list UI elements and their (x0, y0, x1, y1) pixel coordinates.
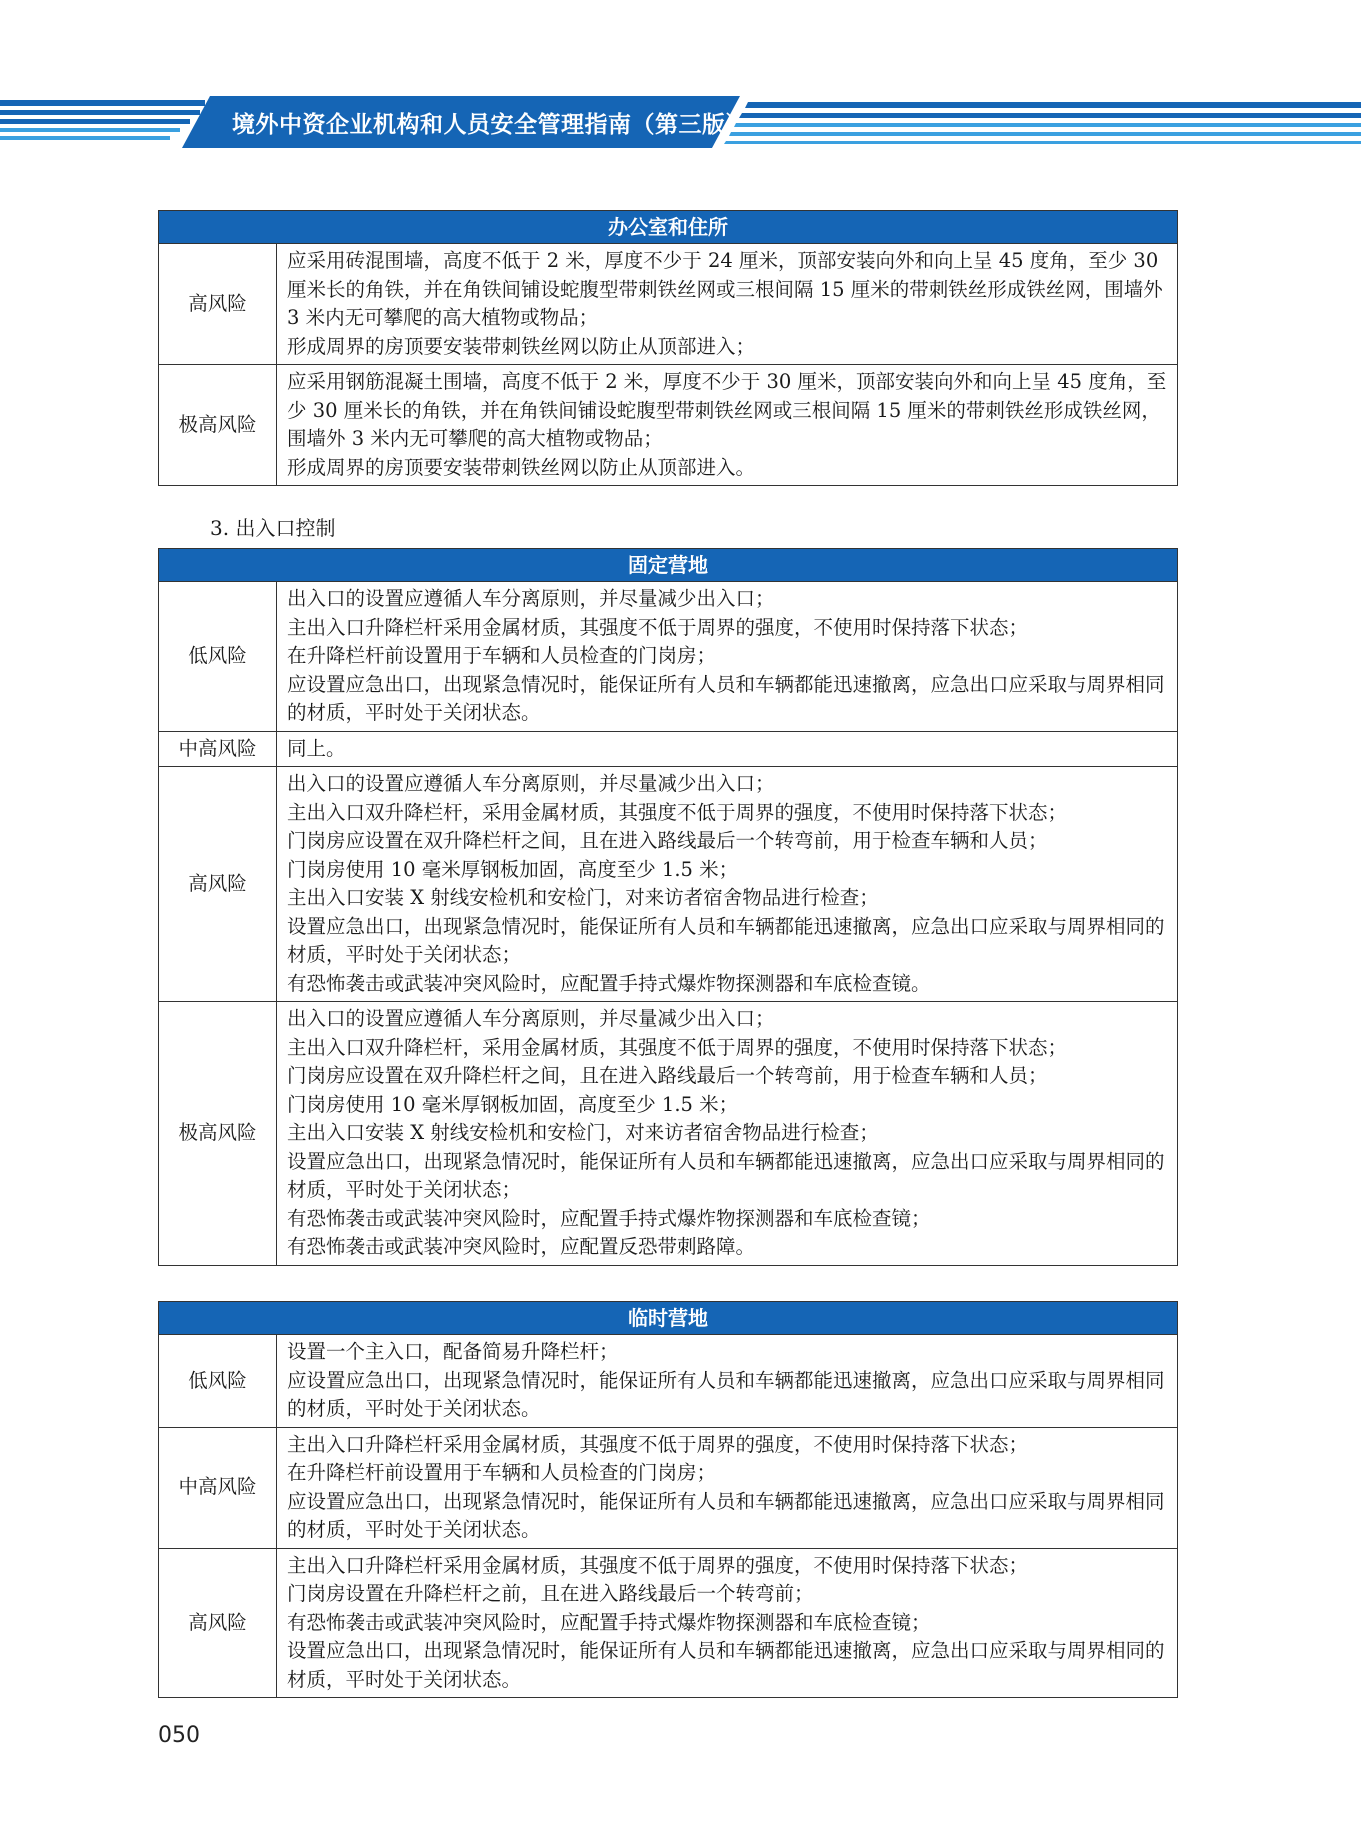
requirement-cell: 主出入口升降栏杆采用金属材质，其强度不低于周界的强度，不使用时保持落下状态； 在升降栏杆前设置用于车辆和人员检查的门岗房； 应设置应急出口，出现紧急情况时，能保证所有人员和车辆都能迅速撤离，应急出口应采取与周界相同的材质，平时处于关闭状态。 (277, 1427, 1178, 1548)
table-row (159, 767, 1178, 1002)
requirement-cell: 出入口的设置应遵循人车分离原则，并尽量减少出入口； 主出入口升降栏杆采用金属材质，其强度不低于周界的强度，不使用时保持落下状态； 在升降栏杆前设置用于车辆和人员检查的门岗房； 应设置应急出口，出现紧急情况时，能保证所有人员和车辆都能迅速撤离，应急出口应采取与周界相同的材质，平时处于关闭状态。 (277, 582, 1178, 732)
section-heading: 3. 出入口控制 (210, 516, 336, 540)
requirement-cell: 出入口的设置应遵循人车分离原则，并尽量减少出入口； 主出入口双升降栏杆，采用金属材质，其强度不低于周界的强度，不使用时保持落下状态； 门岗房应设置在双升降栏杆之间，且在进入路线最后一个转弯前，用于检查车辆和人员； 门岗房使用 10 毫米厚钢板加固，高度至少 1.5 米； 主出入口安装 X 射线安检机和安检门，对来访者宿舍物品进行检查； 设置应急出口，出现紧急情况时，能保证所有人员和车辆都能迅速撤离，应急出口应采取与周界相同的材质，平时处于关闭状态； 有恐怖袭击或武装冲突风险时，应配置手持式爆炸物探测器和车底检查镜； 有恐怖袭击或武装冲突风险时，应配置反恐带刺路障。 (277, 1002, 1178, 1266)
risk-level-cell: 极高风险 (159, 365, 277, 486)
document-title: 境外中资企业机构和人员安全管理指南（第三版） (232, 112, 749, 138)
risk-level-cell: 高风险 (159, 767, 277, 1002)
table-title: 固定营地 (159, 549, 1178, 582)
risk-level-cell: 高风险 (159, 244, 277, 365)
table-title: 办公室和住所 (159, 211, 1178, 244)
table-row (159, 244, 1178, 365)
table-row (159, 731, 1178, 767)
risk-level-cell: 极高风险 (159, 1002, 277, 1266)
table-title: 临时营地 (159, 1302, 1178, 1335)
requirement-cell: 同上。 (277, 731, 1178, 767)
table-row (159, 365, 1178, 486)
requirement-cell: 设置一个主入口，配备简易升降栏杆； 应设置应急出口，出现紧急情况时，能保证所有人员和车辆都能迅速撤离，应急出口应采取与周界相同的材质，平时处于关闭状态。 (277, 1335, 1178, 1428)
office-residence-table (158, 210, 1178, 486)
risk-level-cell: 中高风险 (159, 1427, 277, 1548)
header-banner (0, 96, 1361, 152)
risk-level-cell: 低风险 (159, 582, 277, 732)
risk-level-cell: 中高风险 (159, 731, 277, 767)
page-number: 050 (158, 1723, 200, 1748)
table-row (159, 1427, 1178, 1548)
risk-level-cell: 高风险 (159, 1548, 277, 1698)
requirement-cell: 应采用砖混围墙，高度不低于 2 米，厚度不少于 24 厘米，顶部安装向外和向上呈 45 度角，至少 30 厘米长的角铁，并在角铁间铺设蛇腹型带刺铁丝网或三根间隔 15 厘米的带刺铁丝形成铁丝网，围墙外 3 米内无可攀爬的高大植物或物品； 形成周界的房顶要安装带刺铁丝网以防止从顶部进入； (277, 244, 1178, 365)
temporary-camp-table (158, 1301, 1178, 1698)
requirement-cell: 出入口的设置应遵循人车分离原则，并尽量减少出入口； 主出入口双升降栏杆，采用金属材质，其强度不低于周界的强度，不使用时保持落下状态； 门岗房应设置在双升降栏杆之间，且在进入路线最后一个转弯前，用于检查车辆和人员； 门岗房使用 10 毫米厚钢板加固，高度至少 1.5 米； 主出入口安装 X 射线安检机和安检门，对来访者宿舍物品进行检查； 设置应急出口，出现紧急情况时，能保证所有人员和车辆都能迅速撤离，应急出口应采取与周界相同的材质，平时处于关闭状态； 有恐怖袭击或武装冲突风险时，应配置手持式爆炸物探测器和车底检查镜。 (277, 767, 1178, 1002)
risk-level-cell: 低风险 (159, 1335, 277, 1428)
requirement-cell: 主出入口升降栏杆采用金属材质，其强度不低于周界的强度，不使用时保持落下状态； 门岗房设置在升降栏杆之前，且在进入路线最后一个转弯前； 有恐怖袭击或武装冲突风险时，应配置手持式爆炸物探测器和车底检查镜； 设置应急出口，出现紧急情况时，能保证所有人员和车辆都能迅速撤离，应急出口应采取与周界相同的材质，平时处于关闭状态。 (277, 1548, 1178, 1698)
table-row (159, 1335, 1178, 1428)
table-row (159, 1548, 1178, 1698)
fixed-camp-table (158, 548, 1178, 1266)
table-row (159, 1002, 1178, 1266)
table-row (159, 582, 1178, 732)
requirement-cell: 应采用钢筋混凝土围墙，高度不低于 2 米，厚度不少于 30 厘米，顶部安装向外和向上呈 45 度角，至少 30 厘米长的角铁，并在角铁间铺设蛇腹型带刺铁丝网或三根间隔 15 厘米的带刺铁丝形成铁丝网，围墙外 3 米内无可攀爬的高大植物或物品； 形成周界的房顶要安装带刺铁丝网以防止从顶部进入。 (277, 365, 1178, 486)
